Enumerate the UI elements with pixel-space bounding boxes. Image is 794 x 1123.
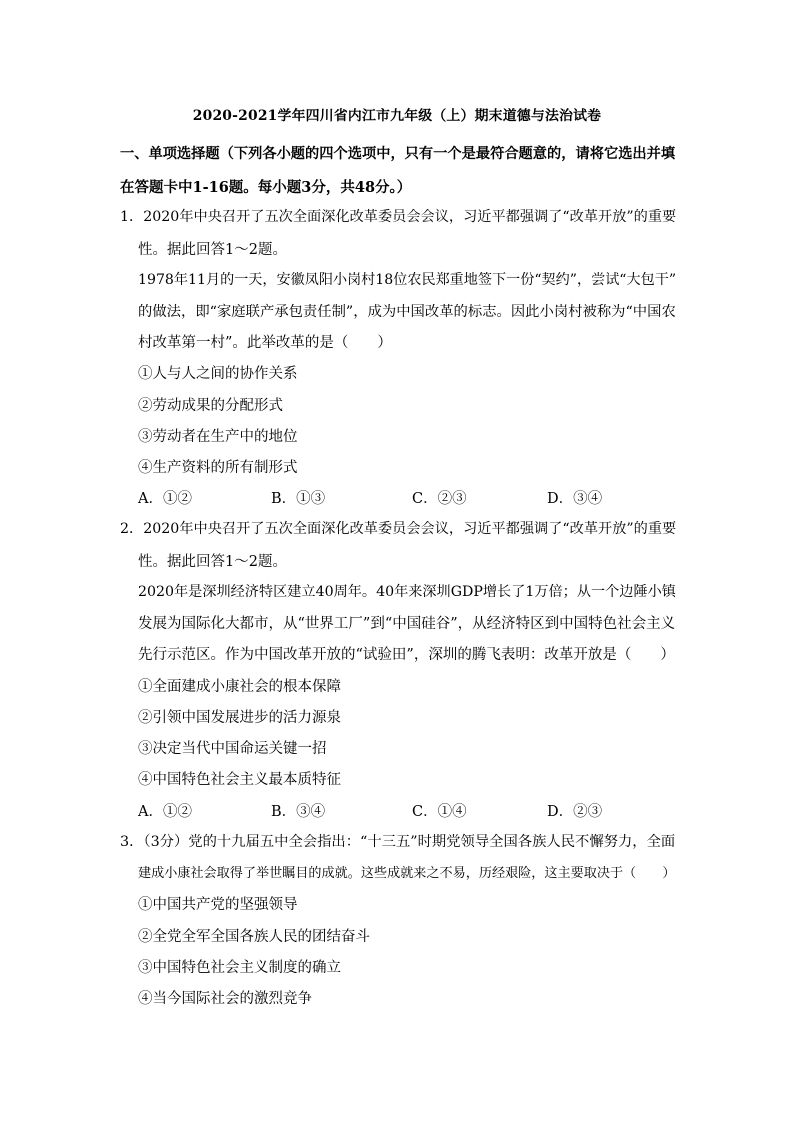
- question-3-item: ④当今国际社会的激烈竞争: [138, 991, 312, 1007]
- option-b: B．③④: [271, 804, 326, 820]
- question-2-material-line: 先行示范区。作为中国改革开放的“试验田”，深圳的腾飞表明：改革开放是（ ）: [138, 647, 675, 663]
- option-c: C．②③: [412, 491, 467, 507]
- section-heading-line-1: 一、单项选择题（下列各小题的四个选项中，只有一个是最符合题意的，请将它选出并填: [120, 146, 676, 162]
- question-1-material-line: 1978年11月的一天，安徽凤阳小岗村18位农民郑重地签下一份“契约”，尝试“大包干”: [138, 272, 677, 288]
- question-2-material-line: 发展为国际化大都市，从“世界工厂”到“中国硅谷”，从经济特区到中国特色社会主义: [138, 616, 676, 632]
- question-1-material-line: 的做法，即“家庭联产承包责任制”，成为中国改革的标志。因此小岗村被称为“中国农: [138, 304, 676, 320]
- question-2-stem-line: 2．2020年中央召开了五次全面深化改革委员会会议，习近平都强调了“改革开放”的重要: [120, 521, 677, 537]
- question-1-stem-line: 性。据此回答1～2题。: [138, 242, 287, 258]
- option-b: B．①③: [271, 491, 326, 507]
- question-2-material-line: 2020年是深圳经济特区建立40周年。40年来深圳GDP增长了1万倍；从一个边陲小镇: [138, 584, 676, 600]
- question-2-stem-line: 性。据此回答1～2题。: [138, 554, 287, 570]
- option-d: D．②③: [547, 804, 603, 820]
- question-2-item: ③决定当代中国命运关键一招: [138, 741, 327, 757]
- question-1-material-line: 村改革第一村”。此举改革的是（ ）: [138, 335, 392, 351]
- question-3-stem-line: 建成小康社会取得了举世瞩目的成就。这些成就来之不易，历经艰险，这主要取决于（ ）: [138, 866, 676, 881]
- question-1-item: ①人与人之间的协作关系: [138, 366, 298, 382]
- option-d: D．③④: [547, 491, 603, 507]
- question-2-item: ④中国特色社会主义最本质特征: [138, 772, 341, 788]
- question-1-stem-line: 1．2020年中央召开了五次全面深化改革委员会会议，习近平都强调了“改革开放”的重要: [120, 209, 677, 225]
- option-a: A．①②: [138, 804, 192, 820]
- question-1-item: ②劳动成果的分配形式: [138, 398, 283, 414]
- option-a: A．①②: [138, 491, 192, 507]
- question-3-item: ③中国特色社会主义制度的确立: [138, 960, 341, 976]
- question-3-item: ②全党全军全国各族人民的团结奋斗: [138, 929, 370, 945]
- exam-title: 2020-2021学年四川省内江市九年级（上）期末道德与法治试卷: [192, 108, 602, 124]
- question-2-item: ①全面建成小康社会的根本保障: [138, 679, 341, 695]
- question-1-item: ③劳动者在生产中的地位: [138, 429, 298, 445]
- option-c: C．①④: [412, 804, 467, 820]
- question-3-item: ①中国共产党的坚强领导: [138, 897, 298, 913]
- section-heading-line-2: 在答题卡中1-16题。每小题3分，共48分。）: [120, 179, 412, 196]
- question-2-item: ②引领中国发展进步的活力源泉: [138, 710, 341, 726]
- question-1-item: ④生产资料的所有制形式: [138, 460, 298, 476]
- question-3-stem-line: 3．（3分）党的十九届五中全会指出：“十三五”时期党领导全国各族人民不懈努力，全面: [120, 834, 676, 850]
